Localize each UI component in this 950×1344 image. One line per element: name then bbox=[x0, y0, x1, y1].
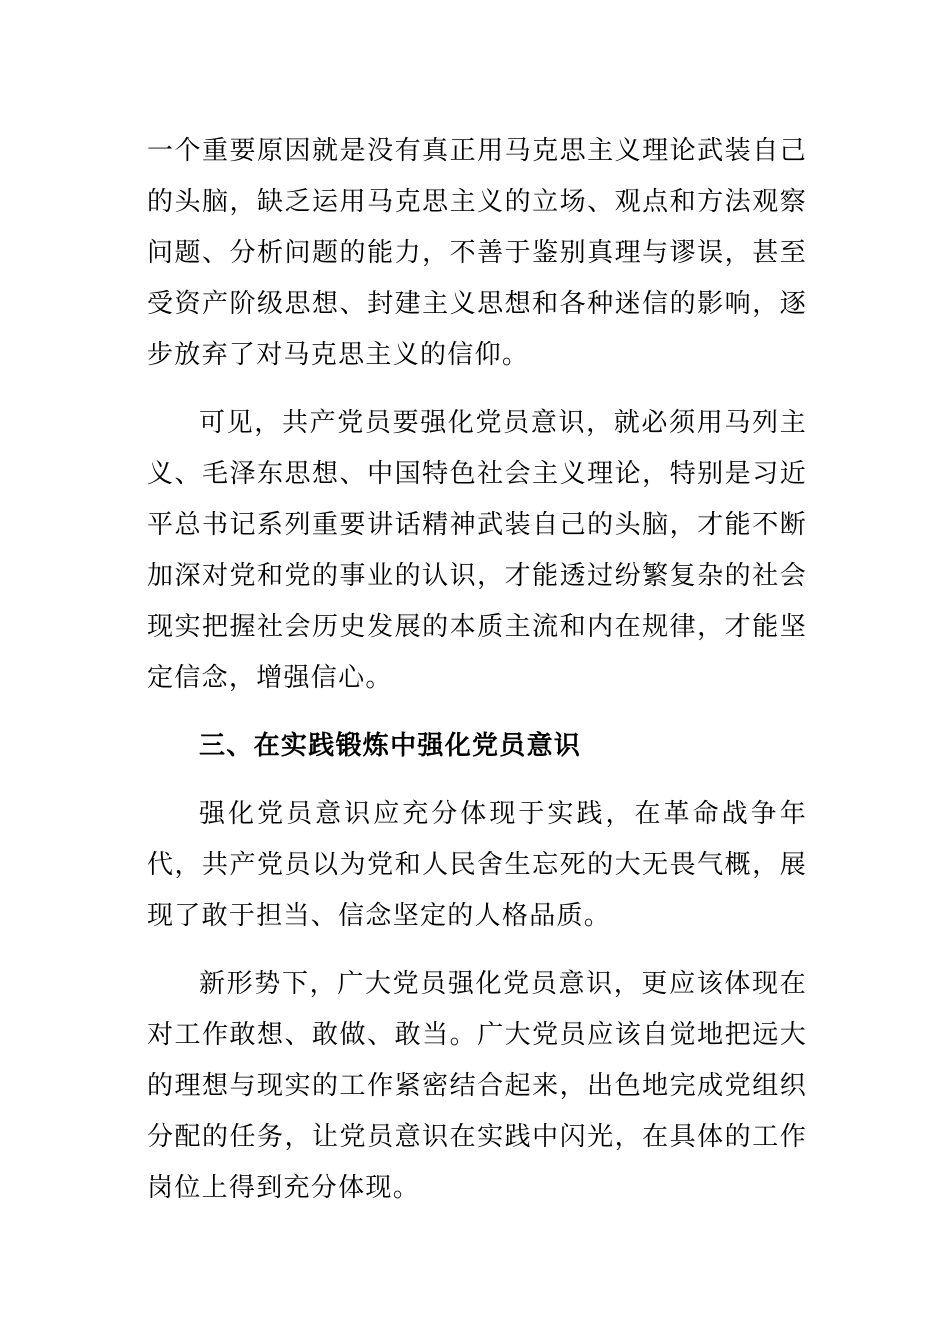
document-body bbox=[147, 126, 807, 1214]
paragraph-new-situation: 新形势下，广大党员强化党员意识，更应该体现在对工作敢想、敢做、敢当。广大党员应该自觉地把远大的理想与现实的工作紧密结合起来，出色地完成党组织分配的任务，让党员意识在实践中闪光，在具体的工作岗位上得到充分体现。 bbox=[147, 969, 807, 1203]
section-heading-three: 三、在实践锻炼中强化党员意识 bbox=[199, 731, 582, 761]
paragraph-practice: 强化党员意识应充分体现于实践，在革命战争年代，共产党员以为党和人民舍生忘死的大无畏气概，展现了敢于担当、信念坚定的人格品质。 bbox=[147, 799, 807, 931]
paragraph-continuation: 一个重要原因就是没有真正用马克思主义理论武装自己的头脑，缺乏运用马克思主义的立场、观点和方法观察问题、分析问题的能力，不善于鉴别真理与谬误，甚至受资产阶级思想、封建主义思想和各种迷信的影响，逐步放弃了对马克思主义的信仰。 bbox=[147, 136, 807, 370]
paragraph-theory-armament: 可见，共产党员要强化党员意识，就必须用马列主义、毛泽东思想、中国特色社会主义理论，特别是习近平总书记系列重要讲话精神武装自己的头脑，才能不断加深对党和党的事业的认识，才能透过纷繁复杂的社会现实把握社会历史发展的本质主流和内在规律，才能坚定信念，增强信心。 bbox=[147, 408, 807, 693]
